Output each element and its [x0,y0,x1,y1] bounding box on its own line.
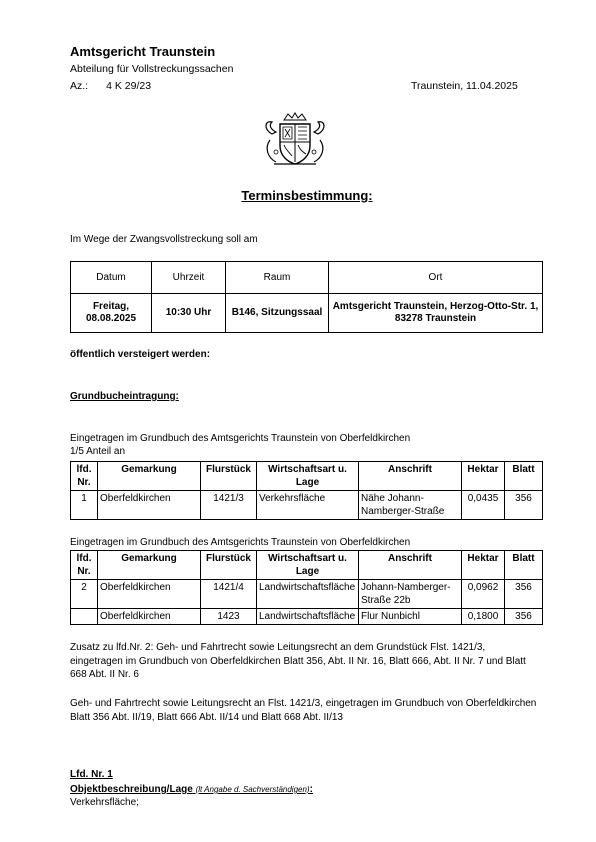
cell-lfd: 2 [71,580,98,609]
col-lfd: lfd. Nr. [71,462,98,491]
cell-anschrift: Nähe Johann-Namberger-Straße [359,491,462,520]
appointment-date: Freitag, 08.08.2025 [71,294,152,333]
cell-flurstueck: 1421/3 [201,491,257,520]
cell-gemarkung: Oberfeldkirchen [98,491,201,520]
register1-header-row [71,462,543,491]
cell-lfd: 1 [71,491,98,520]
cell-gemarkung: Oberfeldkirchen [98,609,201,625]
addendum-text: Zusatz zu lfd.Nr. 2: Geh- und Fahrtrecht sowie Leitungsrecht an dem Grundstück Flst. 1421/3, eingetragen im Grundbuch von Oberfeldkirchen Blatt 356, Abt. II Nr. 16, Blatt 666, Abt. II Nr. 7 und Blatt 668 Abt. II Nr. 6 [70,642,526,680]
appointment-time: 10:30 Uhr [152,294,226,333]
col-hektar: Hektar [462,551,505,580]
object-description-title [70,784,313,795]
bavarian-coat-of-arms-icon [262,112,328,168]
col-flurstueck: Flurstück [201,462,257,491]
register2-line: Eingetragen im Grundbuch des Amtsgerichts Traunstein von Oberfeldkirchen [70,537,411,548]
intro-text: Im Wege der Zwangsvollstreckung soll am [70,234,258,245]
col-hektar: Hektar [462,462,505,491]
register1-share: 1/5 Anteil an [70,446,126,457]
col-wirtschaftsart: Wirtschaftsart u. Lage [257,551,359,580]
header-raum: Raum [226,262,329,294]
register1-line: Eingetragen im Grundbuch des Amtsgerichts Traunstein von Oberfeldkirchen [70,433,411,444]
object-note: (lt Angabe d. Sachverständigen) [195,785,310,794]
header-ort: Ort [329,262,543,294]
header-datum: Datum [71,262,152,294]
object-kind: Verkehrsfläche; [70,797,139,808]
cell-blatt: 356 [505,491,543,520]
col-wirtschaftsart: Wirtschaftsart u. Lage [257,462,359,491]
section-heading-grundbuch: Grundbucheintragung: [70,391,179,402]
object-number: Lfd. Nr. 1 [70,769,113,780]
file-reference-value: 4 K 29/23 [106,80,152,92]
court-name: Amtsgericht Traunstein [70,44,216,59]
page-title: Terminsbestimmung: [241,188,373,203]
table-row [71,609,543,625]
auction-text: öffentlich versteigert werden: [70,349,211,360]
cell-wirtschaftsart: Verkehrsfläche [257,491,359,520]
col-gemarkung: Gemarkung [98,551,201,580]
col-lfd: lfd. Nr. [71,551,98,580]
object-colon: : [309,784,313,795]
cell-hektar: 0,1800 [462,609,505,625]
col-anschrift: Anschrift [359,551,462,580]
appointment-value-row [71,294,543,333]
cell-gemarkung: Oberfeldkirchen [98,580,201,609]
right-text: Geh- und Fahrtrecht sowie Leitungsrecht an Flst. 1421/3, eingetragen im Grundbuch von Oberfeldkirchen Blatt 356 Abt. II/19, Blatt 666 Abt. II/14 und Blatt 668 Abt. II/13 [70,698,537,723]
cell-lfd [71,609,98,625]
col-gemarkung: Gemarkung [98,462,201,491]
cell-flurstueck: 1423 [201,609,257,625]
cell-flurstueck: 1421/4 [201,580,257,609]
cell-wirtschaftsart: Landwirtschaftsfläche [257,609,359,625]
appointment-place: Amtsgericht Traunstein, Herzog-Otto-Str. 1, 83278 Traunstein [329,294,543,333]
cell-hektar: 0,0962 [462,580,505,609]
cell-blatt: 356 [505,580,543,609]
cell-hektar: 0,0435 [462,491,505,520]
table-row [71,580,543,609]
register1-table [70,461,543,520]
appointment-table [70,261,543,333]
file-reference-label: Az.: [70,80,89,92]
place-date: Traunstein, 11.04.2025 [411,80,518,92]
appointment-header-row [71,262,543,294]
col-blatt: Blatt [505,551,543,580]
appointment-room: B146, Sitzungssaal [226,294,329,333]
object-title: Objektbeschreibung/Lage [70,784,193,795]
cell-wirtschaftsart: Landwirtschaftsfläche [257,580,359,609]
register2-header-row [71,551,543,580]
table-row [71,491,543,520]
cell-anschrift: Flur Nunbichl [359,609,462,625]
col-flurstueck: Flurstück [201,551,257,580]
header-uhrzeit: Uhrzeit [152,262,226,294]
department: Abteilung für Vollstreckungssachen [70,63,234,75]
col-anschrift: Anschrift [359,462,462,491]
register2-table [70,550,543,625]
cell-anschrift: Johann-Namberger-Straße 22b [359,580,462,609]
file-reference [70,80,151,92]
cell-blatt: 356 [505,609,543,625]
col-blatt: Blatt [505,462,543,491]
